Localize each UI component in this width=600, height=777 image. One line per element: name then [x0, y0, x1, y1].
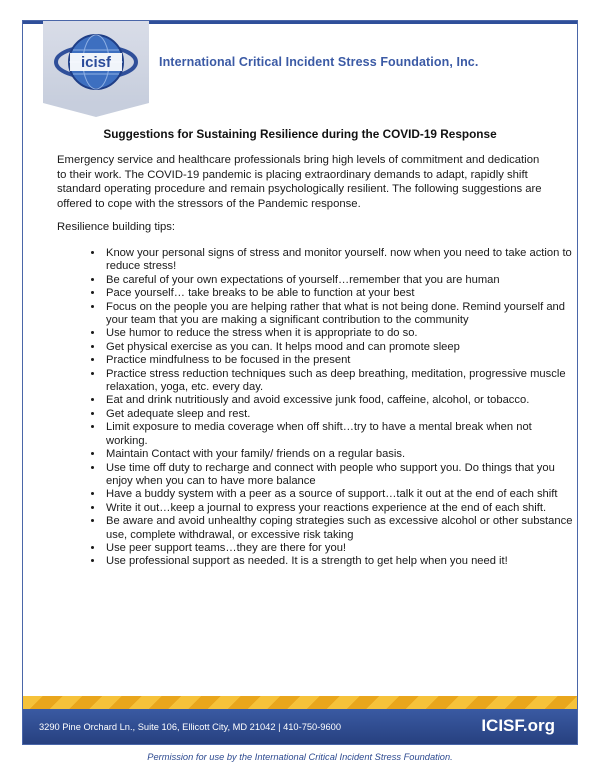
list-item: • Get adequate sleep and rest. [104, 408, 574, 421]
logo-tab [43, 21, 149, 103]
footer-website[interactable]: ICISF.org [481, 716, 555, 735]
intro-paragraph: Emergency service and healthcare professionals bring high levels of commitment and dedication to their work. The COVID-19 pandemic is placing extraordinary demands to adapt, rapidly shift standard operating procedure and remain psychologically resilient. The following suggestions are offered to cope with the stressors of the Pandemic response. [57, 154, 542, 210]
footer-address: 3290 Pine Orchard Ln., Suite 106, Ellicott City, MD 21042 | 410-750-9600 [39, 722, 341, 732]
list-item: • Maintain Contact with your family/ friends on a regular basis. [104, 448, 574, 461]
list-item: • Use time off duty to recharge and connect with people who support you. Do things that you enjoy when you can to have more balance [104, 462, 574, 489]
list-item: • Be aware and avoid unhealthy coping strategies such as excessive alcohol or other substance use, complete withdrawal, or excessive risk taking [104, 515, 574, 542]
list-item: • Use professional support as needed. It is a strength to get help when you need it! [104, 555, 574, 568]
list-item: • Use humor to reduce the stress when it is appropriate to do so. [104, 327, 574, 340]
list-item: • Use peer support teams…they are there for you! [104, 542, 574, 555]
list-item: • Get physical exercise as you can. It helps mood and can promote sleep [104, 341, 574, 354]
list-item: • Focus on the people you are helping rather that what is not being done. Remind yourself and your team that you are making a significant contribution to the community [104, 301, 574, 328]
permission-note: Permission for use by the International Critical Incident Stress Foundation. [147, 752, 453, 762]
list-item: • Practice mindfulness to be focused in the present [104, 354, 574, 367]
icisf-logo [53, 27, 139, 97]
list-item: • Practice stress reduction techniques such as deep breathing, meditation, progressive muscle relaxation, yoga, etc. every day. [104, 368, 574, 395]
list-item: • Eat and drink nutritiously and avoid excessive junk food, caffeine, alcohol, or tobacco. [104, 394, 574, 407]
document-page [22, 20, 578, 745]
logo-wordmark: icisf [80, 54, 112, 71]
list-item: • Pace yourself… take breaks to be able to function at your best [104, 287, 574, 300]
decorative-stripe [23, 696, 577, 709]
footer-bar [23, 709, 577, 745]
list-item: • Know your personal signs of stress and monitor yourself. now when you need to take action to reduce stress! [104, 247, 574, 274]
list-item: • Have a buddy system with a peer as a source of support…talk it out at the end of each shift [104, 488, 574, 501]
list-item: • Be careful of your own expectations of yourself…remember that you are human [104, 274, 574, 287]
list-item: • Write it out…keep a journal to express your reactions experience at the end of each shift. [104, 502, 574, 515]
org-name: International Critical Incident Stress Foundation, Inc. [159, 55, 479, 69]
tips-list [85, 247, 574, 569]
document-title: Suggestions for Sustaining Resilience during the COVID-19 Response [103, 127, 497, 141]
tips-label: Resilience building tips: [57, 221, 176, 233]
list-item: • Limit exposure to media coverage when off shift…try to have a mental break when not working. [104, 421, 574, 448]
